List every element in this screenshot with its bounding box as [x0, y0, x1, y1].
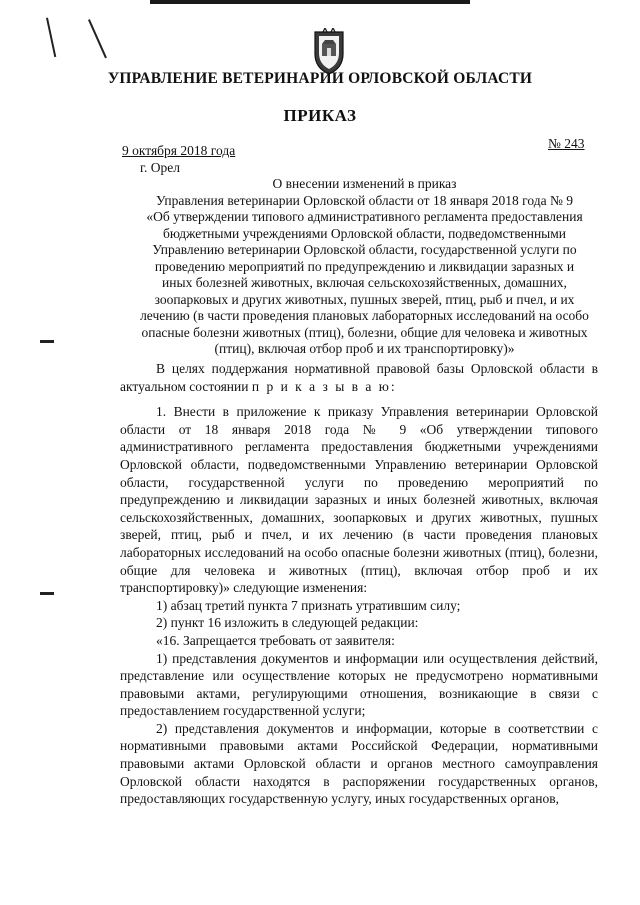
document-type: ПРИКАЗ [283, 106, 357, 125]
pen-mark-right [88, 19, 107, 58]
item-16: «16. Запрещается требовать от заявителя: [156, 632, 395, 648]
document-number: № 243 [548, 136, 585, 151]
item-16-1: 1) представления документов и информации или осуществления действий, представление или осуществление которых не предусмотрено нормативными правовыми актами, регулирующими отношения, возникающие в связи с предоставлением государственной услуги; [120, 650, 598, 719]
heading-line: «Об утверждении типового административного регламента предоставления [146, 209, 583, 224]
item-1-2: 2) пункт 16 изложить в следующей редакции: [156, 615, 419, 631]
heading-line: бюджетными учреждениями Орловской области, подведомственными [162, 225, 567, 241]
organization-title: УПРАВЛЕНИЕ ВЕТЕРИНАРИИ ОРЛОВСКОЙ ОБЛАСТИ [107, 70, 533, 87]
pen-mark-left [46, 18, 56, 58]
heading-line: Управлению ветеринарии Орловской области, государственной услуги по [152, 242, 577, 257]
hole-punch-mark [40, 592, 54, 595]
order-word: п р и к а з ы в а ю [251, 378, 391, 394]
order-heading [112, 176, 617, 358]
heading-line: лечению (в части проведения плановых лабораторных исследований на особо [140, 308, 589, 323]
preamble-colon: : [390, 378, 395, 394]
scan-top-edge [150, 0, 470, 4]
preamble-text: В целях поддержания нормативной правовой базы Орловской области в актуальном состоянии [120, 361, 598, 394]
heading-line: проведению мероприятий по предупреждению и ликвидации заразных и [154, 258, 575, 274]
heading-line: Управления ветеринарии Орловской области от 18 января 2018 года № 9 [156, 192, 573, 208]
order-body [120, 360, 598, 808]
heading-line: опасные болезни животных (птиц), болезни, общие для человека и животных [141, 324, 588, 340]
item-1: 1. Внести в приложение к приказу Управления ветеринарии Орловской области от 18 января 2018 года № 9 «Об утверждении типового административного регламента предоставления бюджетными учреждениями Орловской области, подведомственными Управлению ветеринарии Орловской области, государственной услуги по проведению мероприятий по предупреждению и ликвидации заразных и иных болезней животных, включая сельскохозяйственных, домашних, зоопарковых и других животных, пушных зверей, птиц, рыб и пчел, и их лечению (в части проведения плановых лабораторных исследований на особо опасные болезни животных (птиц), болезни, общие для человека и животных (птиц), включая отбор проб и их транспортировку)» следующие изменения: [120, 404, 598, 596]
paragraph-gap [120, 395, 598, 403]
document-date: 9 октября 2018 года [122, 143, 236, 158]
coat-of-arms-icon [309, 28, 349, 76]
heading-line: О внесении изменений в приказ [272, 176, 457, 191]
hole-punch-mark [40, 340, 54, 343]
item-1-1: 1) абзац третий пункта 7 признать утратившим силу; [156, 597, 461, 613]
preamble-paragraph [120, 360, 598, 395]
heading-line: (птиц), включая отбор проб и их транспортировку)» [214, 341, 515, 356]
heading-line: зоопарковых и других животных, пушных зверей, птиц, рыб и пчел, и их [154, 291, 575, 307]
heading-line: иных болезней животных, включая сельскохозяйственных, домашних, [162, 275, 567, 290]
item-16-2: 2) представления документов и информации, которые в соответствии с нормативными правовыми актами Российской Федерации, нормативными правовыми актами Орловской области и органов местного самоуправления Орловской области находятся в распоряжении государственных органов, предоставляющих государственную услугу, иных государственных органов, [120, 720, 598, 807]
document-city: г. Орел [140, 160, 180, 175]
